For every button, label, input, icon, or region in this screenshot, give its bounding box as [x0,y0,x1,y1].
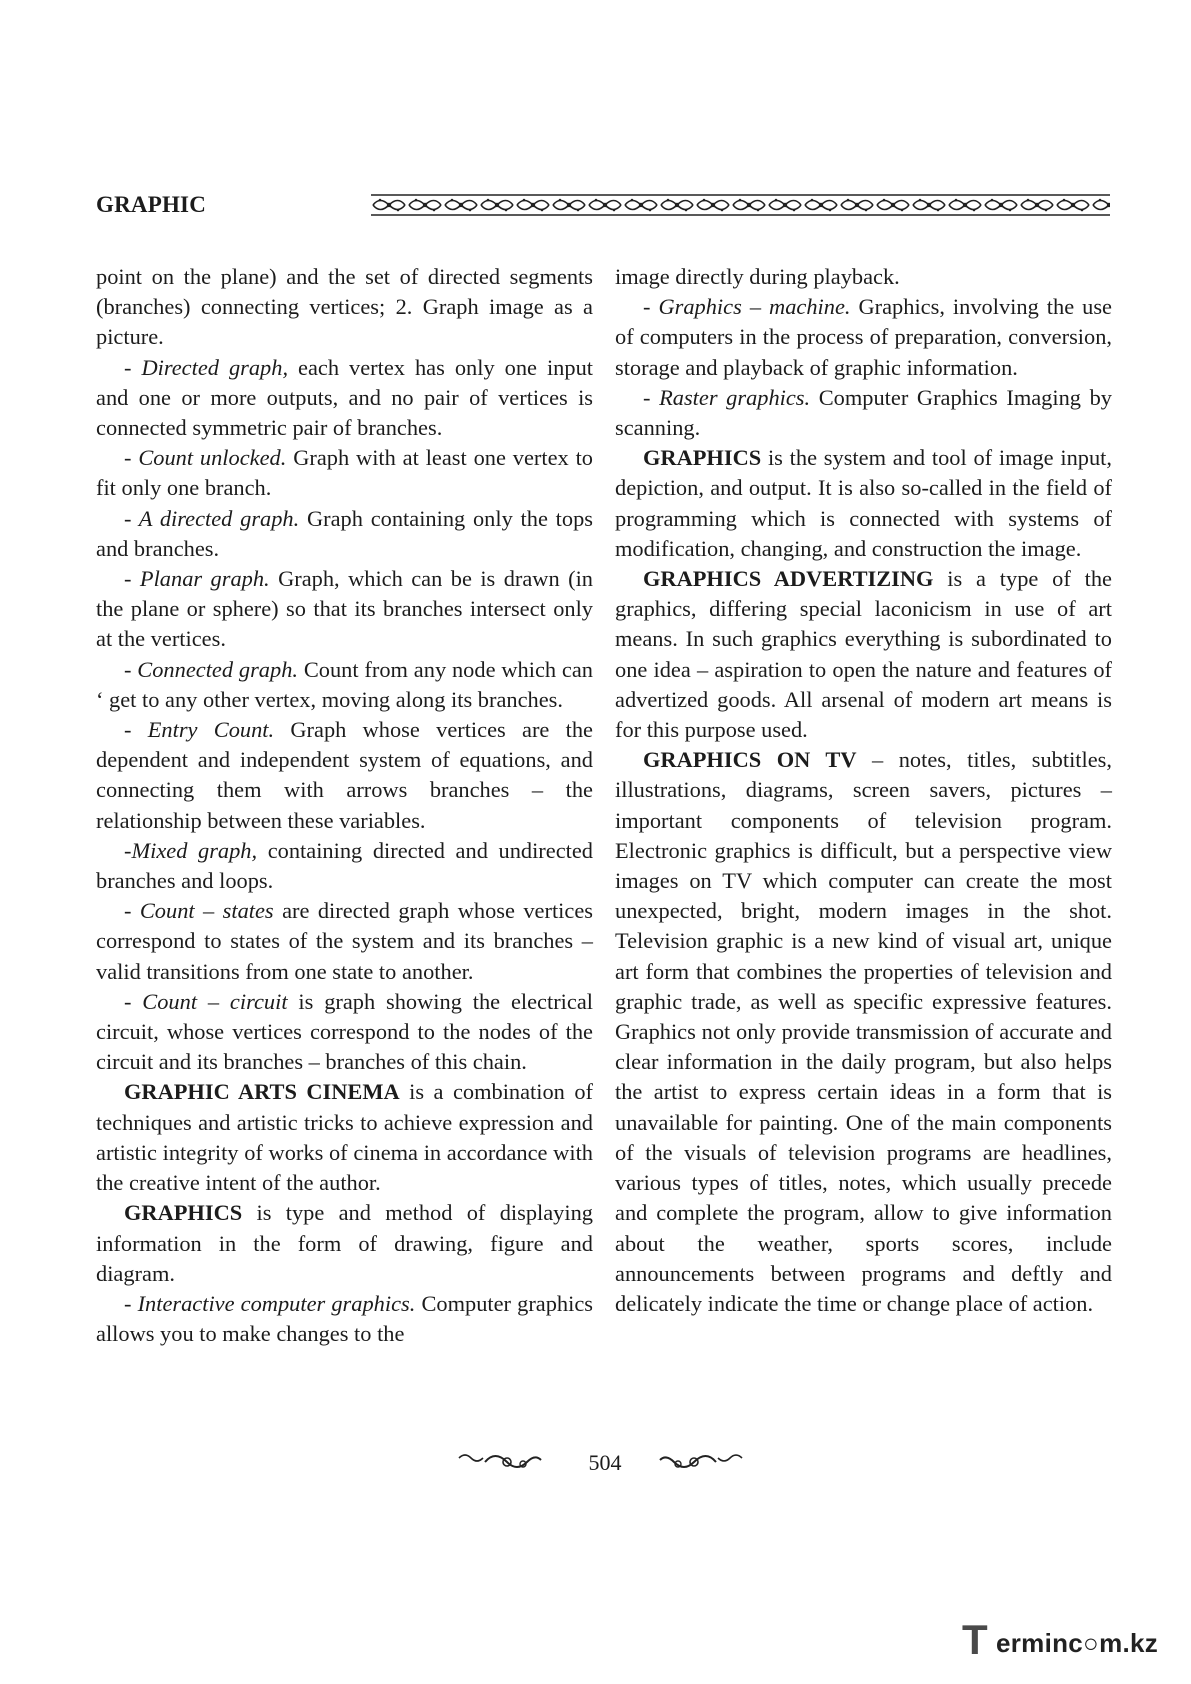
paragraph-text: point on the plane) and the set of directed segments (branches) connecting vertices; 2. Graph image as a picture. [96,264,593,350]
footer-ornament-left-icon [455,1448,543,1476]
paragraph-text: Count from any node which can ‘ get to any other vertex, moving along its branches. [96,656,593,712]
term-heading: GRAPHICS ON TV [643,747,857,773]
paragraph-text: Computer graphics allows you to make changes to the [96,1290,593,1347]
paragraph-text: Graph containing only the tops and branches. [96,505,593,561]
logo-text: erminc○m.kz [996,1628,1159,1658]
paragraph [615,745,1112,1319]
term-subentry: - Count unlocked. [124,445,287,471]
right-column [615,262,1112,1319]
paragraph [96,1198,593,1289]
paragraph [96,564,593,655]
paragraph [615,383,1112,443]
page-number: 504 [588,1450,622,1475]
paragraph-text: Graph, which can be is drawn (in the plane or sphere) so that its branches intersect only at the vertices. [96,566,593,652]
paragraph [96,1077,593,1198]
paragraph [96,715,593,836]
paragraph [96,836,593,896]
paragraph-text: is a type of the graphics, differing special laconicism in use of art means. In such graphics everything is subordinated to one idea – aspiration to open the nature and features of advertized goods. All arsenal of modern art means is for this purpose used. [615,566,1112,743]
term-subentry: - Planar graph. [124,566,270,592]
logo-letter: T [962,1616,988,1663]
term-heading: GRAPHICS [643,445,762,471]
paragraph-text: Computer Graphics Imaging by scanning. [615,384,1112,441]
paragraph [96,262,593,353]
paragraph-text: – notes, titles, subtitles, illustrations, diagrams, screen savers, pictures – important components of television program. Electronic graphics is difficult, but a perspective view images on TV which computer can create the most unexpected, bright, modern images in the shot. Television graphic is a new kind of visual art, unique art form that combines the properties of television and graphic trade, as well as specific expressive features. Graphics not only provide transmission of accurate and clear information in the daily program, but also helps the artist to express certain ideas in a form that is unavailable for painting. One of the main components of the visuals of television programs are headlines, various types of titles, notes, which usually precede and complete the program, allow to give information about the weather, sports scores, include announcements between programs and deftly and delicately indicate the time or change place of action. [615,747,1112,1316]
term-subentry: - A directed graph. [124,505,300,531]
term-subentry: -Mixed graph, [124,837,258,863]
paragraph [96,504,593,564]
paragraph [96,987,593,1078]
paragraph [96,896,593,987]
footer-ornament-right-icon [658,1448,746,1476]
term-subentry: - Graphics – machine. [643,294,851,320]
running-head-title: GRAPHIC [96,192,207,217]
left-column [96,262,593,1349]
paragraph [615,292,1112,383]
paragraph-text: is the system and tool of image input, depiction, and output. It is also so-called in the field of programming which is connected with systems of modification, changing, and construction the image. [615,445,1112,561]
paragraph-text: Graph whose vertices are the dependent and independent system of equations, and connecting them with arrows branches – the relationship between these variables. [96,717,593,833]
page-footer [0,1444,1191,1484]
paragraph-text: Graphics, involving the use of computers in the process of preparation, conversion, storage and playback of graphic information. [615,294,1112,380]
term-subentry: - Connected graph. [124,656,298,682]
term-subentry: - Count – circuit [124,988,288,1014]
paragraph [615,564,1112,745]
term-subentry: - Directed graph, [124,354,289,380]
paragraph-text: is a combination of techniques and artistic tricks to achieve expression and artistic integrity of works of cinema in accordance with the creative intent of the author. [96,1079,593,1196]
paragraph [615,443,1112,564]
term-subentry: - Interactive computer graphics. [124,1290,416,1316]
paragraph-text: are directed graph whose vertices correspond to states of the system and its branches – valid transitions from one state to another. [96,898,593,984]
paragraph [96,1289,593,1349]
paragraph-text: containing directed and undirected branches and loops. [96,837,593,894]
paragraph-text: is type and method of displaying information in the form of drawing, figure and diagram. [96,1200,593,1286]
paragraph-text: is graph showing the electrical circuit, whose vertices correspond to the nodes of the circuit and its branches – branches of this chain. [96,988,593,1075]
page-header [96,190,1110,230]
term-subentry: - Raster graphics. [643,384,811,410]
term-subentry: - Count – states [124,898,274,924]
paragraph [96,353,593,444]
paragraph-text: each vertex has only one input and one or more outputs, and no pair of vertices is connected symmetric pair of branches. [96,354,593,441]
termincom-logo [962,1616,1172,1664]
paragraph [96,443,593,503]
term-subentry: - Entry Count. [124,717,275,743]
term-heading: GRAPHIC ARTS CINEMA [124,1079,400,1105]
paragraph [96,655,593,715]
paragraph-text: Graph with at least one vertex to fit only one branch. [96,445,594,501]
paragraph [615,262,1112,292]
term-heading: GRAPHICS [124,1200,243,1226]
paragraph-text: image directly during playback. [615,264,900,289]
ornament-border-icon [371,194,1110,216]
term-heading: GRAPHICS ADVERTIZING [643,566,934,592]
